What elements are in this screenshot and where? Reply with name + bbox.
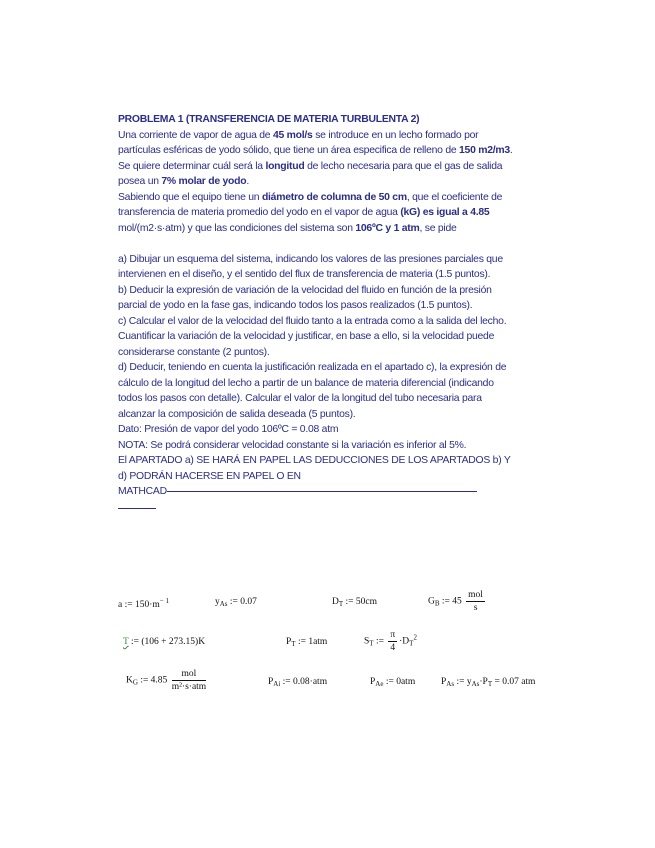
nota-line: NOTA: Se podrá considerar velocidad constante si la variación es inferior al 5%. — [118, 439, 467, 451]
var-PAi: $P_{Ai}$ := 0.08·atm — [268, 677, 328, 688]
underline-rule-2 — [118, 508, 156, 509]
problem-intro: Una corriente de vapor de agua de 45 mol/s se introduce en un lecho formado por partículas esféricas de yodo sólido, que tiene un área especifica de relleno de 150 m2/m3. Se quiere determinar cuál será la longitud de lecho necesaria para que el gas de salida posea un 7% molar de yodo. — [118, 129, 513, 187]
problem-conditions: Sabiendo que el equipo tiene un diámetro de columna de 50 cm, que el coeficiente de transferencia de materia promedio del yodo en el vapor de agua (kG) es igual a 4.85 mol/(m2·s·atm) y que las condiciones del sistema son 106ºC y 1 atm, se pide — [118, 191, 503, 234]
item-b: b) Deducir la expresión de variación de la velocidad del fluido en función de la presión parcial de yodo en la fase gas, indicando todos los pasos realizados (1.5 puntos). — [118, 284, 492, 311]
item-a: a) Dibujar un esquema del sistema, indicando los valores de las presiones parciales que intervienen en el diseño, y el sentido del flux de transferencia de materia (1.5 puntos). — [118, 253, 503, 280]
var-KG: $K_G$ := 4.85 $\frac{\text{mol}}{\text{m²·s·atm}}$ — [126, 669, 207, 692]
problem-title: PROBLEMA 1 (TRANSFERENCIA DE MATERIA TURBULENTA 2) — [118, 114, 420, 125]
var-T: T := (106 + 273.15)K — [123, 637, 206, 647]
var-DT: $D_T$ := 50cm — [332, 597, 378, 608]
problem-text — [118, 112, 518, 509]
kg-fraction: $\frac{\text{mol}}{\text{m²·s·atm}}$ — [171, 669, 207, 692]
item-c: c) Calcular el valor de la velocidad del fluido tanto a la entrada como a la salida del lecho. Cuantificar la variación de la velocidad y justificar, en base a ello, si la velocidad puede considerarse constante (2 puntos). — [118, 315, 507, 358]
underline-rule — [167, 491, 477, 492]
var-PAe: $P_{Ae}$ := 0atm — [370, 677, 416, 688]
var-PT: $P_T$ := 1atm — [286, 637, 328, 648]
var-yAs: $y_{As}$ := 0.07 — [215, 597, 257, 608]
var-ST: $S_T$ := $\frac{\pi}{4}$ $\cdot D_T^2$ — [364, 630, 417, 653]
var-a: a := $150\cdot m^{- 1}$ — [118, 597, 169, 610]
gb-fraction: $\frac{\text{mol}}{s}$ — [468, 590, 483, 613]
dato-line: Dato: Presión de vapor del yodo 106ºC = 0.08 atm — [118, 424, 339, 435]
caps-line: El APARTADO a) SE HARÁ EN PAPEL LAS DEDUCCIONES DE LOS APARTADOS b) Y d) PODRÁN HACERSE EN PAPEL O EN — [118, 455, 511, 482]
st-fraction: $\frac{\pi}{4}$ — [390, 630, 396, 653]
var-PAs: $P_{As}$ := $y_{As}\cdot P_T = 0.07$ atm — [441, 677, 536, 688]
mathcad-line: MATHCAD — [118, 484, 518, 500]
var-GB: $G_B$ := 45 $\frac{\text{mol}}{s}$ — [428, 590, 483, 613]
item-d: d) Deducir, teniendo en cuenta la justificación realizada en el apartado c), la expresión de cálculo de la longitud del lecho a partir de un balance de materia diferencial (indicando todos los pasos con detalle). Calcular el valor de la longitud del tubo necesaria para alcanzar la composición de salida deseada (5 puntos). — [118, 362, 507, 420]
